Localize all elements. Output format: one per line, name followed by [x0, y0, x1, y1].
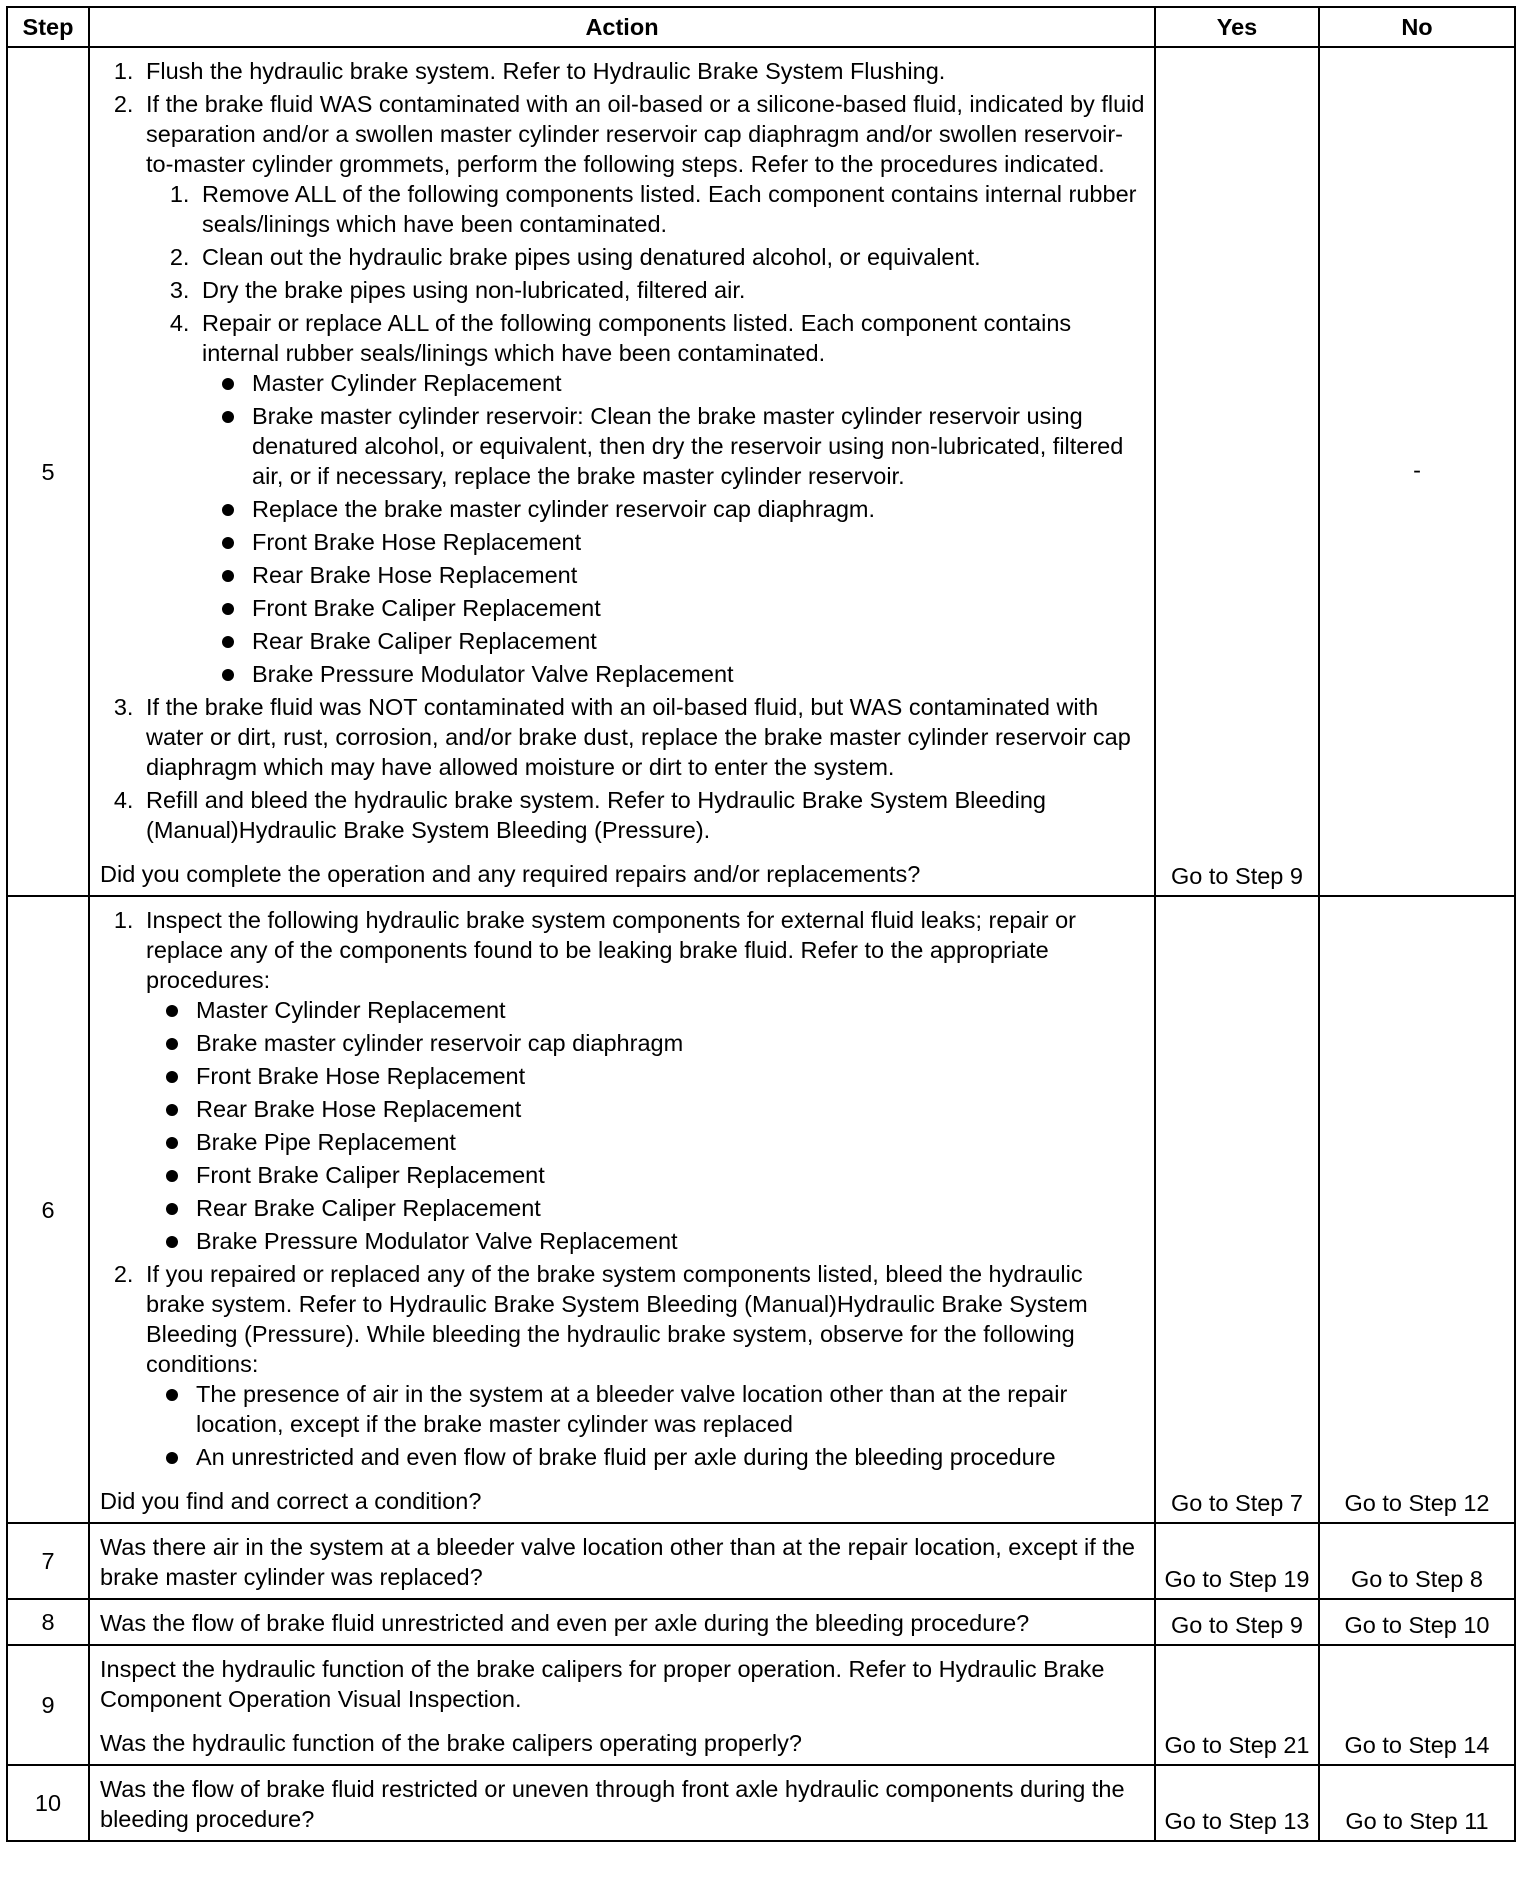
- header-row: [7, 7, 1515, 47]
- no-cell: Go to Step 10: [1319, 1599, 1515, 1645]
- bullet-item: Rear Brake Hose Replacement: [252, 560, 1146, 590]
- header-step: Step: [7, 7, 89, 47]
- question-text: Was there air in the system at a bleeder valve location other than at the repair location, except if the brake master cylinder was replaced?: [100, 1534, 1135, 1590]
- action-cell: [89, 1645, 1155, 1765]
- no-cell: Go to Step 14: [1319, 1645, 1515, 1765]
- header-action: Action: [89, 7, 1155, 47]
- action-list: [100, 905, 1146, 1472]
- question-text: Was the hydraulic function of the brake calipers operating properly?: [100, 1730, 802, 1756]
- yes-cell: Go to Step 21: [1155, 1645, 1319, 1765]
- no-cell: Go to Step 8: [1319, 1523, 1515, 1599]
- yes-cell: Go to Step 7: [1155, 896, 1319, 1523]
- header-no: No: [1319, 7, 1515, 47]
- sub-list-item: 2. Clean out the hydraulic brake pipes using denatured alcohol, or equivalent.: [196, 242, 1146, 272]
- step-number: 7: [7, 1523, 89, 1599]
- bullet-list: [146, 1379, 1146, 1472]
- question-text: Did you find and correct a condition?: [100, 1488, 482, 1514]
- action-cell: [89, 47, 1155, 896]
- instruction-text: Inspect the hydraulic function of the brake calipers for proper operation. Refer to Hydraulic Brake Component Operation Visual Inspection.: [100, 1656, 1105, 1712]
- bullet-item: An unrestricted and even flow of brake fluid per axle during the bleeding procedure: [196, 1442, 1146, 1472]
- action-cell: [89, 1599, 1155, 1645]
- bullet-list: [202, 368, 1146, 689]
- list-item: 4. Refill and bleed the hydraulic brake system. Refer to Hydraulic Brake System Bleeding (Manual)Hydraulic Brake System Bleeding (Pressure).: [140, 785, 1146, 845]
- no-cell: Go to Step 12: [1319, 896, 1515, 1523]
- no-cell: -: [1319, 47, 1515, 896]
- bullet-item: The presence of air in the system at a bleeder valve location other than at the repair location, except if the brake master cylinder was replaced: [196, 1379, 1146, 1439]
- step-number: 8: [7, 1599, 89, 1645]
- no-cell: Go to Step 11: [1319, 1765, 1515, 1841]
- diagnostic-table: [6, 6, 1516, 1842]
- action-cell: [89, 1765, 1155, 1841]
- list-item-text: 2. If you repaired or replaced any of the brake system components listed, bleed the hydraulic brake system. Refer to Hydraulic Brake System Bleeding (Manual)Hydraulic Brake System Bleeding (Pressure). While bleeding the hydraulic brake system, observe for the following conditions:: [146, 1261, 1088, 1377]
- bullet-item: Replace the brake master cylinder reservoir cap diaphragm.: [252, 494, 1146, 524]
- step-number: 10: [7, 1765, 89, 1841]
- list-item: [140, 1259, 1146, 1472]
- action-cell: [89, 1523, 1155, 1599]
- bullet-item: Rear Brake Caliper Replacement: [252, 626, 1146, 656]
- bullet-item: Front Brake Caliper Replacement: [252, 593, 1146, 623]
- step-number: 9: [7, 1645, 89, 1765]
- bullet-item: Master Cylinder Replacement: [252, 368, 1146, 398]
- list-item-text: 1. Inspect the following hydraulic brake system components for external fluid leaks; repair or replace any of the components found to be leaking brake fluid. Refer to the appropriate procedures:: [146, 907, 1077, 993]
- list-item-text: 2. If the brake fluid WAS contaminated with an oil-based or a silicone-based fluid, indicated by fluid separation and/or a swollen master cylinder reservoir cap diaphragm and/or swollen reservoir-to-master cylinder grommets, perform the following steps. Refer to the procedures indicated.: [146, 91, 1145, 177]
- table-row-step-8: [7, 1599, 1515, 1645]
- header-yes: Yes: [1155, 7, 1319, 47]
- bullet-list: [146, 995, 1146, 1256]
- diagnostic-table-document: [6, 6, 1514, 1842]
- bullet-item: Front Brake Caliper Replacement: [196, 1160, 1146, 1190]
- list-item: [140, 905, 1146, 1256]
- yes-cell: Go to Step 9: [1155, 47, 1319, 896]
- bullet-item: Brake Pipe Replacement: [196, 1127, 1146, 1157]
- sub-list-item: [196, 308, 1146, 689]
- table-row-step-7: [7, 1523, 1515, 1599]
- question-text: Was the flow of brake fluid unrestricted and even per axle during the bleeding procedure?: [100, 1610, 1030, 1636]
- bullet-item: Brake Pressure Modulator Valve Replacement: [252, 659, 1146, 689]
- list-item: 1. Flush the hydraulic brake system. Refer to Hydraulic Brake System Flushing.: [140, 56, 1146, 86]
- bullet-item: Rear Brake Caliper Replacement: [196, 1193, 1146, 1223]
- yes-cell: Go to Step 9: [1155, 1599, 1319, 1645]
- question-text: Did you complete the operation and any required repairs and/or replacements?: [100, 861, 921, 887]
- bullet-item: Front Brake Hose Replacement: [252, 527, 1146, 557]
- sub-list: [146, 179, 1146, 689]
- step-number: 6: [7, 896, 89, 1523]
- yes-cell: Go to Step 13: [1155, 1765, 1319, 1841]
- step-number: 5: [7, 47, 89, 896]
- table-row-step-10: [7, 1765, 1515, 1841]
- list-item: 3. If the brake fluid was NOT contaminated with an oil-based fluid, but WAS contaminated with water or dirt, rust, corrosion, and/or brake dust, replace the brake master cylinder reservoir cap diaphragm which may have allowed moisture or dirt to enter the system.: [140, 692, 1146, 782]
- sub-list-item: 1. Remove ALL of the following components listed. Each component contains internal rubber seals/linings which have been contaminated.: [196, 179, 1146, 239]
- bullet-item: Rear Brake Hose Replacement: [196, 1094, 1146, 1124]
- table-row-step-5: [7, 47, 1515, 896]
- table-row-step-6: [7, 896, 1515, 1523]
- table-row-step-9: [7, 1645, 1515, 1765]
- yes-cell: Go to Step 19: [1155, 1523, 1319, 1599]
- bullet-item: Master Cylinder Replacement: [196, 995, 1146, 1025]
- bullet-item: Brake Pressure Modulator Valve Replacement: [196, 1226, 1146, 1256]
- bullet-item: Brake master cylinder reservoir: Clean the brake master cylinder reservoir using denatured alcohol, or equivalent, then dry the reservoir using non-lubricated, filtered air, or if necessary, replace the brake master cylinder reservoir.: [252, 401, 1146, 491]
- sub-list-item: 3. Dry the brake pipes using non-lubricated, filtered air.: [196, 275, 1146, 305]
- sub-list-item-text: 4. Repair or replace ALL of the following components listed. Each component contains internal rubber seals/linings which have been contaminated.: [202, 310, 1072, 366]
- action-list: [100, 56, 1146, 845]
- list-item: [140, 89, 1146, 689]
- bullet-item: Brake master cylinder reservoir cap diaphragm: [196, 1028, 1146, 1058]
- action-cell: [89, 896, 1155, 1523]
- question-text: Was the flow of brake fluid restricted or uneven through front axle hydraulic components during the bleeding procedure?: [100, 1776, 1125, 1832]
- bullet-item: Front Brake Hose Replacement: [196, 1061, 1146, 1091]
